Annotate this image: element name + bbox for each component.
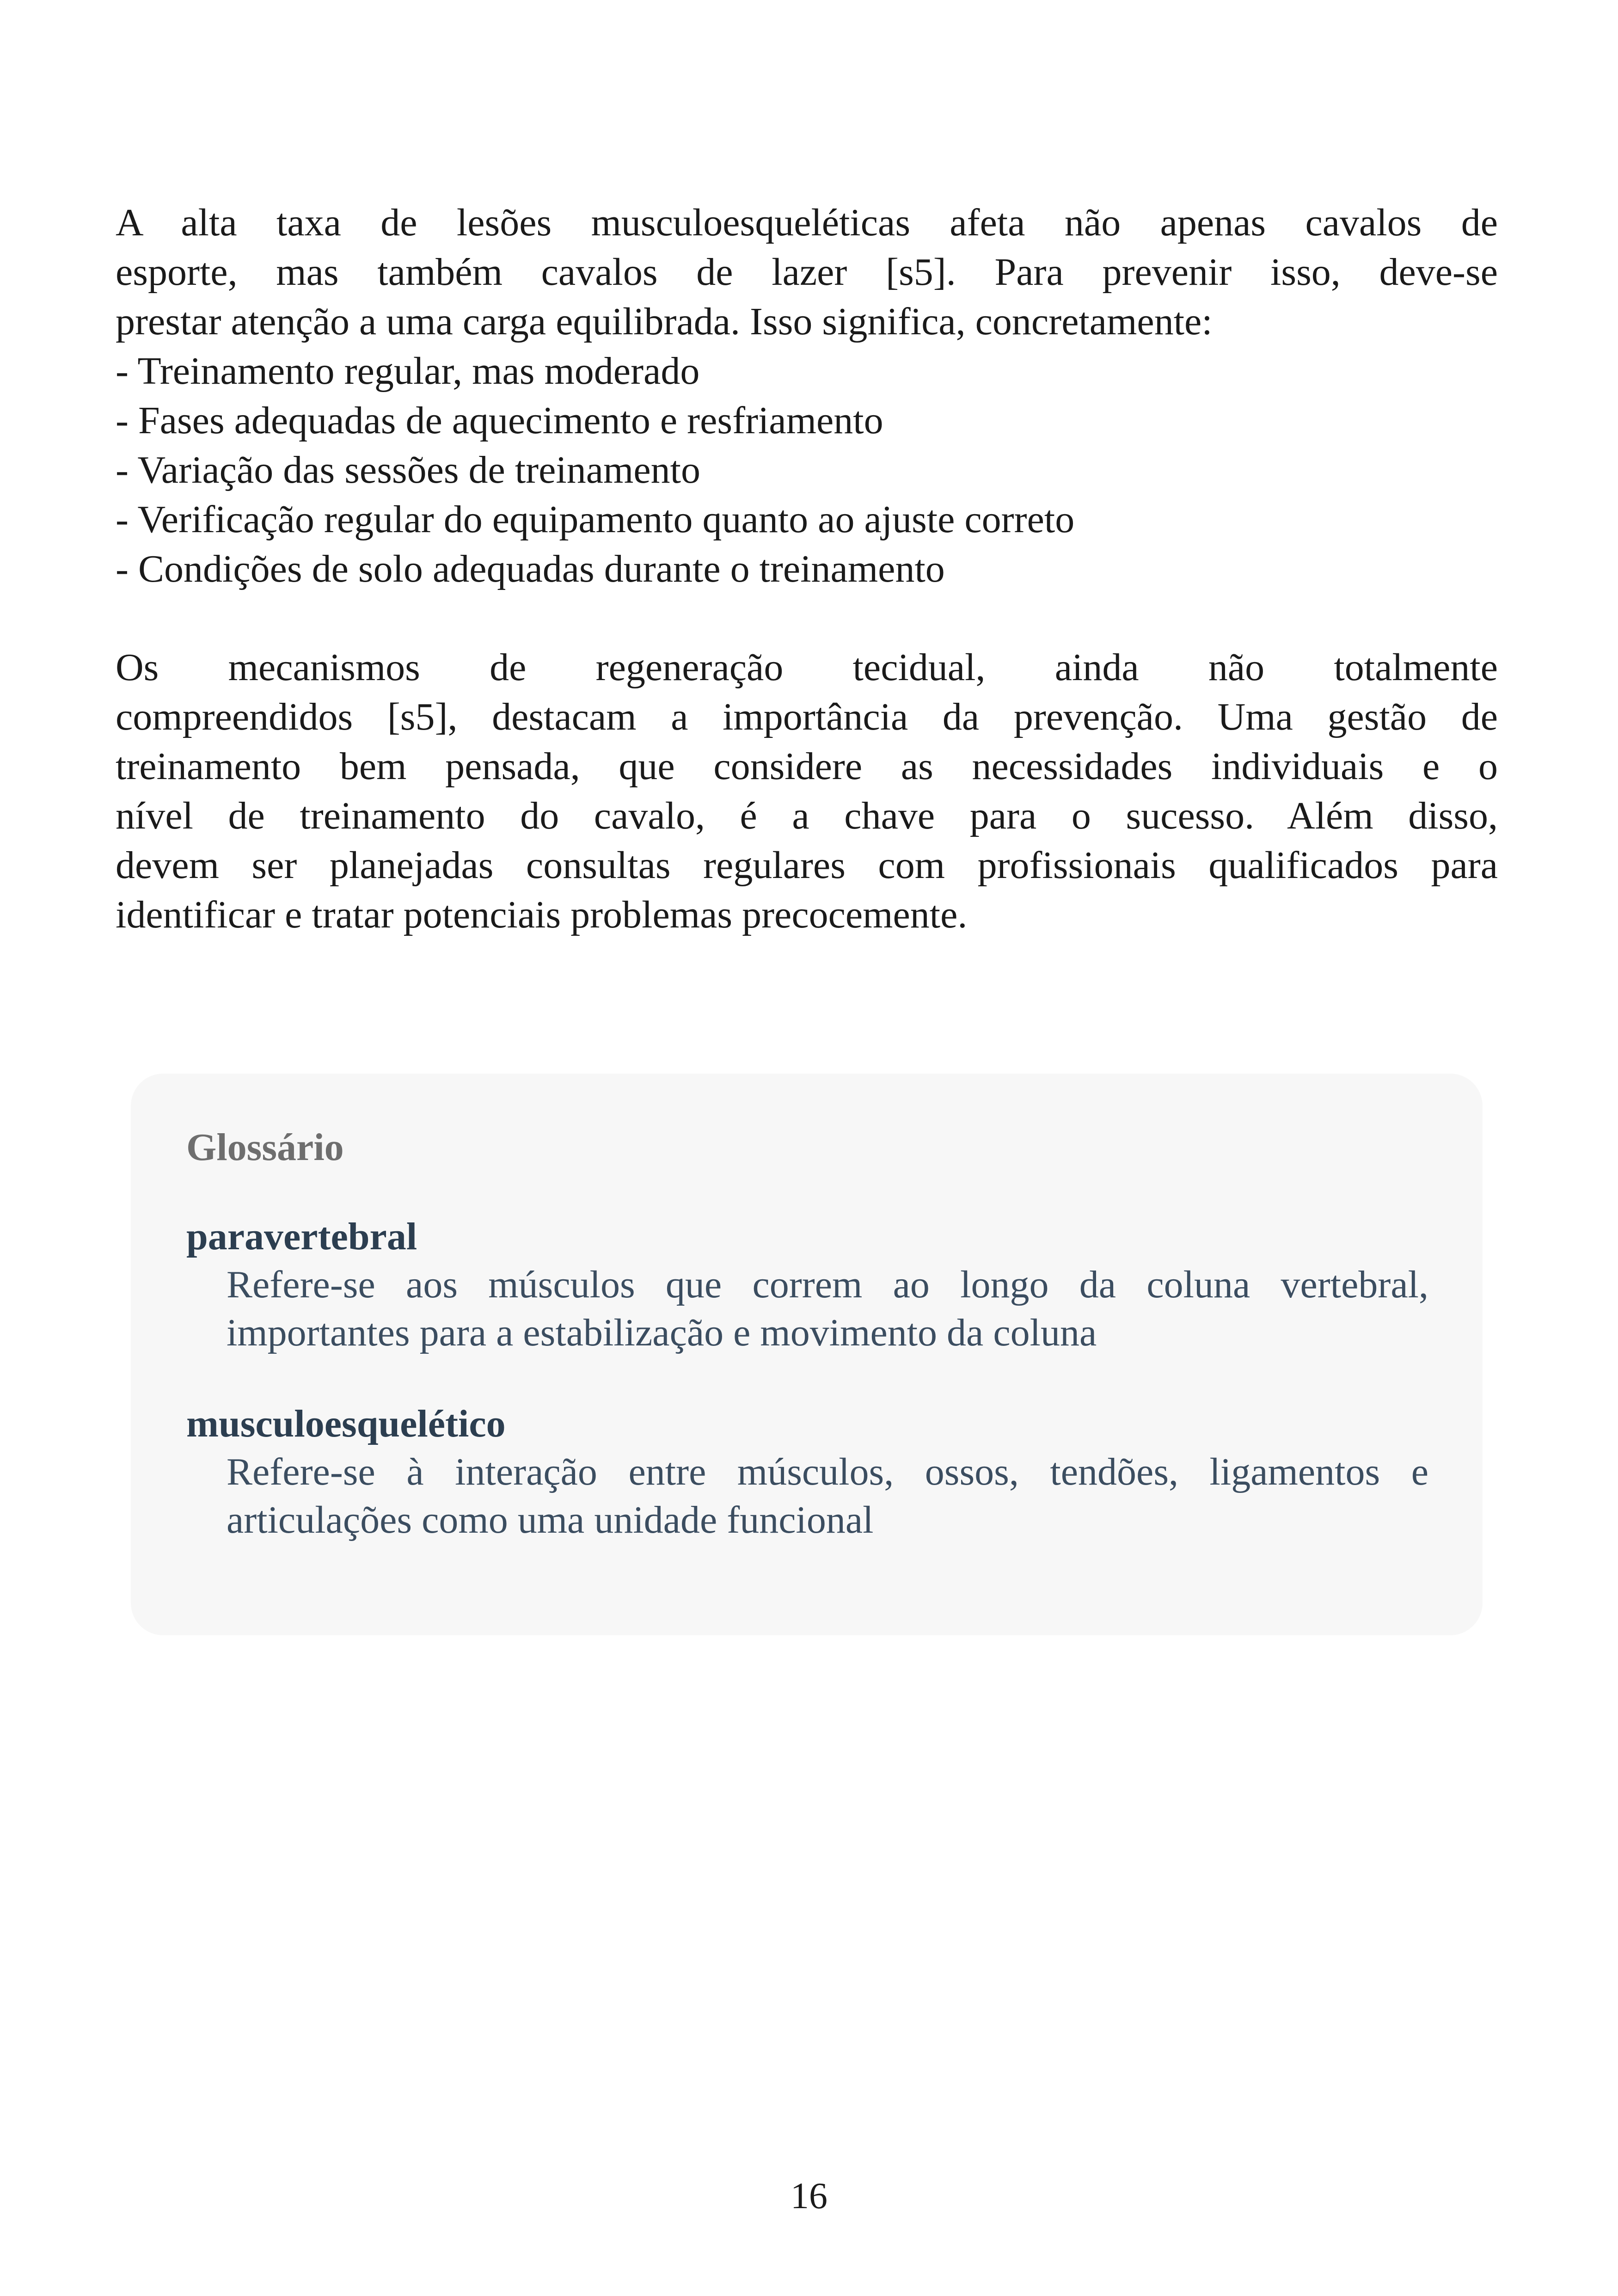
paragraph-line: A alta taxa de lesões musculoesqueléticas afeta não apenas cavalos de	[116, 201, 1498, 244]
paragraph-line: identificar e tratar potenciais problemas precocemente.	[116, 893, 968, 936]
prevention-list	[116, 346, 1498, 594]
glossary-term: musculoesquelético	[186, 1402, 506, 1445]
glossary-definition	[227, 1448, 1428, 1544]
definition-line: Refere-se à interação entre músculos, ossos, tendões, ligamentos e	[227, 1450, 1428, 1493]
glossary-title: Glossário	[186, 1126, 344, 1169]
list-item: - Fases adequadas de aquecimento e resfriamento	[116, 399, 883, 442]
paragraph-line: esporte, mas também cavalos de lazer [s5]. Para prevenir isso, deve-se	[116, 251, 1498, 294]
definition-line: articulações como uma unidade funcional	[227, 1498, 874, 1541]
list-item: - Treinamento regular, mas moderado	[116, 350, 700, 393]
definition-line: Refere-se aos músculos que correm ao longo da coluna vertebral,	[227, 1263, 1428, 1306]
paragraph-line: treinamento bem pensada, que considere as necessidades individuais e o	[116, 745, 1498, 788]
list-item: - Variação das sessões de treinamento	[116, 448, 701, 491]
glossary-term: paravertebral	[186, 1215, 417, 1258]
glossary-box	[131, 1074, 1483, 1635]
paragraph-line: compreendidos [s5], destacam a importância da prevenção. Uma gestão de	[116, 695, 1498, 738]
list-item: - Condições de solo adequadas durante o treinamento	[116, 547, 945, 590]
paragraph-line: Os mecanismos de regeneração tecidual, ainda não totalmente	[116, 646, 1498, 689]
page-number: 16	[791, 2176, 827, 2216]
definition-line: importantes para a estabilização e movimento da coluna	[227, 1311, 1097, 1354]
paragraph-line: prestar atenção a uma carga equilibrada. Isso significa, concretamente:	[116, 300, 1213, 343]
paragraph-line: devem ser planejadas consultas regulares com profissionais qualificados para	[116, 844, 1498, 887]
list-item: - Verificação regular do equipamento quanto ao ajuste correto	[116, 498, 1075, 541]
paragraph-line: nível de treinamento do cavalo, é a chave para o sucesso. Além disso,	[116, 794, 1498, 837]
glossary-definition	[227, 1261, 1428, 1357]
paragraph-prevention-intro	[116, 198, 1498, 594]
paragraph-regeneration	[116, 643, 1498, 939]
